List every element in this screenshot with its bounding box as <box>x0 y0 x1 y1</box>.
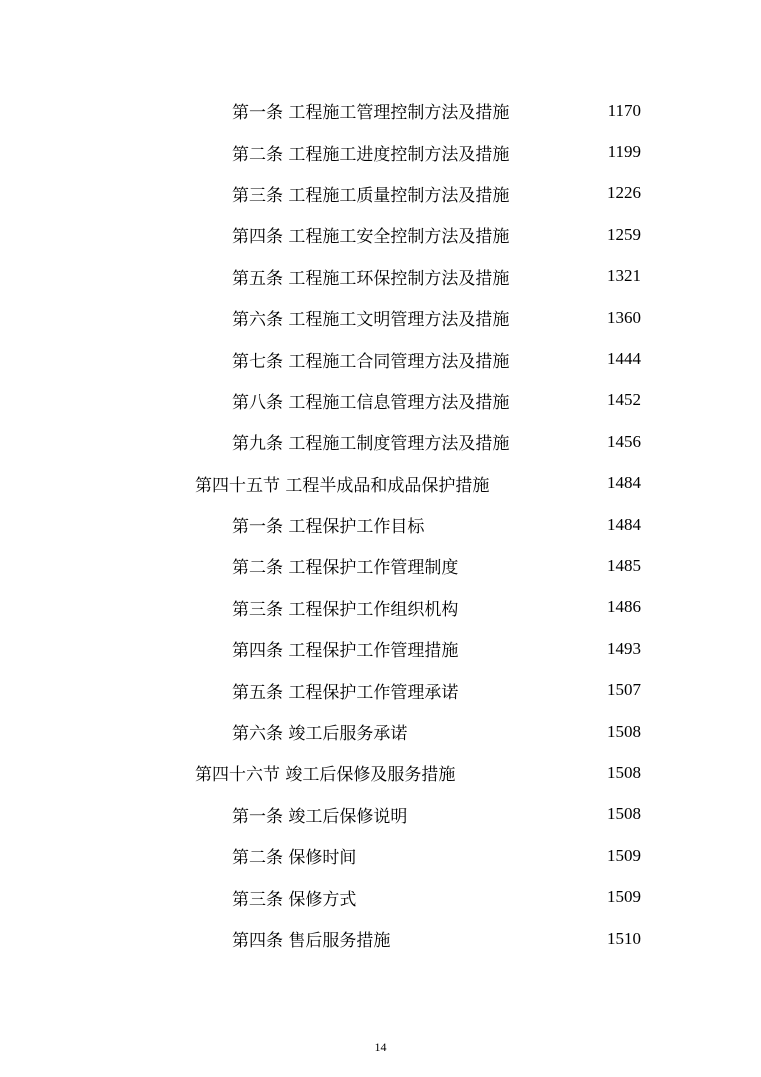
toc-entry-page-number: 1484 <box>607 514 641 534</box>
toc-entry-label: 第二条 工程施工进度控制方法及措施 <box>232 144 510 165</box>
toc-entry-label: 第二条 工程保护工作管理制度 <box>232 558 459 579</box>
toc-entry-page-number: 1508 <box>607 804 641 824</box>
toc-entry-label: 第一条 工程保护工作目标 <box>232 517 425 538</box>
toc-section-entry[interactable] <box>0 752 641 793</box>
toc-entry-page-number: 1452 <box>607 390 641 410</box>
toc-article-entry[interactable] <box>0 297 641 338</box>
toc-entry-page-number: 1509 <box>607 845 641 865</box>
toc-entry-label: 第六条 竣工后服务承诺 <box>232 724 408 745</box>
toc-article-entry[interactable] <box>0 876 641 917</box>
toc-entry-label: 第二条 保修时间 <box>232 848 357 869</box>
toc-entry-page-number: 1486 <box>607 597 641 617</box>
toc-entry-page-number: 1259 <box>607 224 641 244</box>
toc-dot-leader <box>460 660 605 669</box>
toc-dot-leader <box>392 950 605 959</box>
toc-dot-leader <box>511 329 605 338</box>
toc-entry-page-number: 1170 <box>607 100 641 120</box>
toc-entry-page-number: 1509 <box>607 887 641 907</box>
toc-article-entry[interactable] <box>0 338 641 379</box>
toc-dot-leader <box>511 288 605 297</box>
toc-entry-label: 第五条 工程施工环保控制方法及措施 <box>232 268 510 289</box>
toc-article-entry[interactable] <box>0 669 641 710</box>
toc-dot-leader <box>460 578 605 587</box>
toc-entry-page-number: 1226 <box>607 183 641 203</box>
toc-article-entry[interactable] <box>0 918 641 959</box>
toc-article-entry[interactable] <box>0 380 641 421</box>
toc-dot-leader <box>409 826 605 835</box>
toc-dot-leader <box>409 743 605 752</box>
toc-entry-label: 第一条 竣工后保修说明 <box>232 806 408 827</box>
toc-entry-label: 第三条 工程施工质量控制方法及措施 <box>232 185 510 206</box>
toc-entry-label: 第一条 工程施工管理控制方法及措施 <box>232 103 510 124</box>
toc-entry-page-number: 1199 <box>607 142 641 162</box>
toc-article-entry[interactable] <box>0 173 641 214</box>
toc-article-entry[interactable] <box>0 835 641 876</box>
page-number: 14 <box>374 1040 387 1054</box>
toc-entry-label: 第三条 工程保护工作组织机构 <box>232 599 459 620</box>
table-of-contents <box>0 90 761 959</box>
toc-dot-leader <box>358 909 605 918</box>
toc-article-entry[interactable] <box>0 587 641 628</box>
toc-entry-label: 第九条 工程施工制度管理方法及措施 <box>232 434 510 455</box>
toc-entry-page-number: 1484 <box>607 473 641 493</box>
toc-dot-leader <box>511 454 605 463</box>
toc-entry-label: 第四条 工程施工安全控制方法及措施 <box>232 227 510 248</box>
toc-entry-page-number: 1510 <box>607 928 641 948</box>
toc-entry-page-number: 1508 <box>607 721 641 741</box>
toc-dot-leader <box>460 619 605 628</box>
toc-article-entry[interactable] <box>0 545 641 586</box>
toc-dot-leader <box>358 867 605 876</box>
toc-entry-label: 第三条 保修方式 <box>232 889 357 910</box>
toc-article-entry[interactable] <box>0 504 641 545</box>
toc-dot-leader <box>426 536 605 545</box>
toc-entry-label: 第四条 工程保护工作管理措施 <box>232 641 459 662</box>
toc-article-entry[interactable] <box>0 711 641 752</box>
toc-entry-page-number: 1493 <box>607 638 641 658</box>
toc-entry-label: 第六条 工程施工文明管理方法及措施 <box>232 310 510 331</box>
toc-entry-label: 第四条 售后服务措施 <box>232 931 391 951</box>
toc-article-entry[interactable] <box>0 90 641 131</box>
toc-dot-leader <box>457 785 605 794</box>
toc-dot-leader <box>511 247 605 256</box>
toc-entry-page-number: 1444 <box>607 349 641 369</box>
toc-entry-label: 第五条 工程保护工作管理承诺 <box>232 682 459 703</box>
toc-dot-leader <box>491 495 605 504</box>
toc-article-entry[interactable] <box>0 628 641 669</box>
toc-dot-leader <box>511 412 605 421</box>
toc-article-entry[interactable] <box>0 214 641 255</box>
toc-article-entry[interactable] <box>0 421 641 462</box>
toc-entry-label: 第七条 工程施工合同管理方法及措施 <box>232 351 510 372</box>
toc-dot-leader <box>511 122 605 131</box>
toc-entry-page-number: 1485 <box>607 555 641 575</box>
toc-dot-leader <box>511 371 605 380</box>
toc-entry-page-number: 1456 <box>607 431 641 451</box>
toc-entry-label: 第八条 工程施工信息管理方法及措施 <box>232 392 510 413</box>
toc-article-entry[interactable] <box>0 794 641 835</box>
toc-dot-leader <box>460 702 605 711</box>
toc-section-entry[interactable] <box>0 463 641 504</box>
toc-entry-label: 第四十六节 竣工后保修及服务措施 <box>195 765 456 786</box>
toc-article-entry[interactable] <box>0 131 641 172</box>
toc-entry-page-number: 1321 <box>607 266 641 286</box>
toc-dot-leader <box>511 164 605 173</box>
toc-entry-page-number: 1508 <box>607 762 641 782</box>
toc-entry-page-number: 1360 <box>607 307 641 327</box>
toc-article-entry[interactable] <box>0 256 641 297</box>
toc-dot-leader <box>511 205 605 214</box>
toc-entry-label: 第四十五节 工程半成品和成品保护措施 <box>195 475 490 496</box>
toc-entry-page-number: 1507 <box>607 680 641 700</box>
